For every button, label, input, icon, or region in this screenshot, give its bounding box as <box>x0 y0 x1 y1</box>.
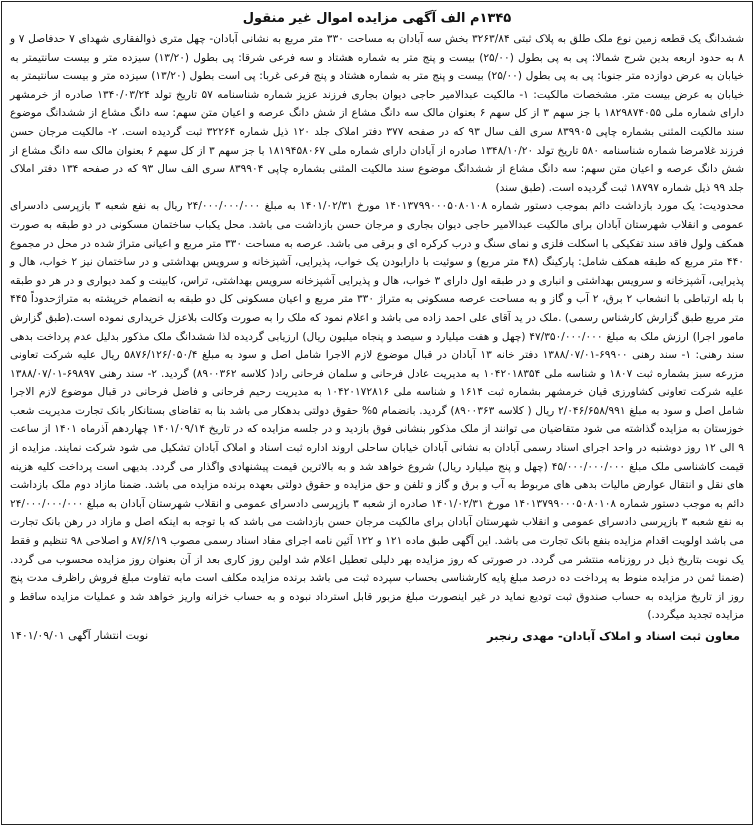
notice-title: ۱۳۴۵م الف آگهی مزایده اموال غیر منقول <box>242 11 512 26</box>
notice-footer <box>10 627 744 645</box>
signature: معاون ثبت اسناد و املاک آبادان- مهدی رنجبر <box>487 629 740 643</box>
notice-box <box>1 1 753 825</box>
auction-details: محدودیت: یک مورد بازداشت دائم بموجب دستور شماره ۱۴۰۱۳۷۹۹۰۰۰۵۰۸۰۱۰۸ مورخ ۱۴۰۱/۰۲/۳۱ به مبلغ ۲۴/۰۰۰/۰۰۰/۰۰۰ ریال به نفع شعبه ۳ بازپرسی دادسرای عمومی و انقلاب شهرستان آبادان برای مالکیت عبدالامیر حاجی دیوان بجاری و مرجان حسن بازداشت می باشد. محل یکباب ساختمان مسکونی در دو طبقه به صورت همکف ولول فاقد سند تفکیکی با اسکلت فلزی و نمای سنگ و درب کرکره ای و برقی می باشد. عرصه به مساحت ۳۳۰ متر مربع و اعیانی متراژ شده در محل در مجموع ۴۴۰ متر مربع که طبقه همکف شامل: پارکینگ (۴۸ متر مربع) و سوئیت با دارابودن یک خواب، پذیرایی، آشپزخانه و سرویس بهداشتی و در ساختمان نیز ۲ خواب، هال و پذیرایی، آشپزخانه و سرویس بهداشتی و انباری و در طبقه اول دارای ۳ خواب، هال و پذیرایی آشپزخانه سرویس بهداشتی، تراس، کابینت و کمد دیواری و در هر دو طبقه با بله ارتباطی با انشعاب ۲ برق، ۲ آب و گاز و به مساحت عرصه مسکونی به متراژ ۳۳۰ متر مربع و اعیان مسکونی کل دو طبقه به انضمام خرپشته به متراژحدوداً ۴۴۵ متر مربع طبق گزارش کارشناس رسمی) .ملک در ید آقای علی احمد زاده می باشد و اعلام نمود که ملک را به صورت وکالت بلاعزل خریداری نموده است.(طبق گزارش مامور اجرا) ارزش ملک به مبلغ ۴۷/۳۵۰/۰۰۰/۰۰۰ (چهل و هفت میلیارد و سیصد و پنجاه میلیون ریال) ارزیابی گردیده لذا ششدانگ ملک مذکور بدلیل عدم پرداخت بدهی سند رهنی: ۱- سند رهنی ۶۹۹۰۰-۱۳۸۸/۰۷/۰۱ دفتر خانه ۱۳ آبادان در قبال موضوع لازم الاجرا شامل اصل و سود به مبلغ ۵۸۷۶/۱۲۶/۰۵۰/۴ ریال علیه شرکت تعاونی مزرعه سبز بشماره ثبت ۱۸۰۷ و شناسه ملی ۱۰۴۲۰۱۸۳۵۴ به مدیریت عادل فرحانی و سلمان فرحانی راد( کلاسه ۸۹۰۰۳۶۲) گردید. ۲- سند رهنی ۶۹۸۹۷-۱۳۸۸/۰۷/۰۱ علیه شرکت تعاونی کشاورزی قیان خرمشهر بشماره ثبت ۱۶۱۴ و شناسه ملی ۱۰۴۲۰۱۷۲۸۱۶ به مدیریت رحیم فرحانی و فاضل فرحانی در قبال موضوع لازم الاجرا شامل اصل و سود به مبلغ ۲/۰۴۶/۶۵۸/۹۹۱ ریال ( کلاسه ۸۹۰۰۳۶۳) گردید. بانضمام ۵% حقوق دولتی بدهکار می باشد بنا به تقاضای بستانکار بانک تجارت مدیریت شعب خوزستان به مزایده گذاشته می شود متقاضیان می توانند از ملک مذکور بنشانی فوق بازدید و در جلسه مزایده که در تاریخ ۱۴۰۱/۰۹/۱۴ چهاردهم آذرماه ۱۴۰۱ از ساعت ۹ الی ۱۲ روز دوشنبه در واحد اجرای اسناد رسمی آبادان به نشانی آبادان خیابان ساحلی اروند اداره ثبت اسناد و املاک آبادان تشکیل می شود شرکت نمایند. مزایده از قیمت کاشناسی ملک مبلغ ۴۵/۰۰۰/۰۰۰/۰۰۰ (چهل و پنج میلیارد ریال) شروع خواهد شد و به بالاترین قیمت پیشنهادی واگذار می گردد. بدیهی است پرداخت کلیه هزینه های نقل و انتقال عوارض مالیات بدهی های مربوط به آب و برق و گاز و تلفن و حق مزایده و حقوق دولتی بعهده برنده مزایده می باشد. ضمنا مازاد دوم ملک بازداشت دائم به موجب دستور شماره ۱۴۰۱۳۷۹۹۰۰۰۵۰۸۰۱۰۸ مورخ ۱۴۰۱/۰۲/۳۱ صادره از شعبه ۳ بازپرسی دادسرای عمومی و انقلاب شهرستان آبادان به مبلغ ۲۴/۰۰۰/۰۰۰/۰۰۰ به نفع شعبه ۳ بازپرسی دادسرای عمومی و انقلاب شهرستان آبادان برای مالکیت مرجان حسن بازداشت می باشد که با توجه به اینکه اصل و مازاد در رهن بانک تجارت می باشد اولویت اقدام مزایده بنفع بانک تجارت می باشد. این آگهی طبق ماده ۱۲۱ و ۱۲۲ آئین نامه اجرای مفاد اسناد رسمی مصوب ۸۷/۶/۱۹ و اصلاحی ۹۸ تنظیم و فقط یک نوبت بتاریخ ذیل در روزنامه منتشر می گردد. در صورتی که روز مزایده بهر دلیلی تعطیل اعلام شد اولین روز کاری بعد از آن بعنوان روز مزایده محسوب می گردد.(ضمنا ثمن در مزایده منوط به پرداخت ده درصد مبلغ پایه کارشناسی بحساب سپرده ثبت می باشد برنده مزایده مکلف است مابه تفاوت مبلغ فروش راظرف مدت پنج روز از تاریخ مزایده به حساب صندوق ثبت تودیع نماید در غیر اینصورت مبلغ مزبور قابل استرداد نبوده و به حساب خزانه واریز خواهد شد و عملیات مزایده ساقط و مزایده تجدید میگردد.) <box>10 200 745 622</box>
publication-date: نوبت انتشار آگهی ۱۴۰۱/۰۹/۰۱ <box>10 629 149 642</box>
property-description: ششدانگ یک قطعه زمین نوع ملک طلق به پلاک ثبتی ۳۲۶۳/۸۴ بخش سه آبادان به مساحت ۳۳۰ متر مربع به نشانی آبادان- چهل متری ذوالفقاری شهدای ۷ حدفاصل ۷ و ۸ به حدود اربعه بدین شرح شمالا: پی به پی بطول (۲۵/۰۰) بیست و پنج متر به شماره هشتاد و سه فرعی شرقا: پی بطول (۱۳/۲۰) سیزده متر و بیست سانتیمتر به خیابان به عرض دوازده متر جنوبا: پی به پی بطول (۲۵/۰۰) بیست و پنج متر به شماره هشتاد و پنج فرعی غربا: پی است بطول (۱۳/۲۰) سیزده متر و بیست سانتیمتر به خیابان به عرض بیست متر. مشخصات مالکیت: ۱- مالکیت عبدالامیر حاجی دیوان بجاری فرزند عزیز شماره شناسنامه ۵۷ تاریخ تولد ۱۳۴۰/۰۳/۲۴ صادره از خرمشهر دارای شماره ملی ۱۸۲۹۸۷۴۰۵۵ با جز سهم ۳ از کل سهم ۶ بعنوان مالک سه دانگ مشاع از شش دانگ عرصه و اعیان متن سهم: سه دانگ مشاع از ششدانگ موضوع سند مالکیت المثنی بشماره چاپی ۸۳۹۹۰۵ سری الف سال ۹۳ که در صفحه ۳۷۷ دفتر املاک جلد ۱۲۰ ذیل شماره ۳۲۲۶۴ ثبت گردیده است. ۲- مالکیت مرجان حسن فرزند غلامرضا شماره شناسنامه ۵۸۰ تاریخ تولد ۱۳۴۸/۱۰/۲۰ صادره از آبادان دارای شماره ملی ۱۸۱۹۴۵۸۰۶۷ با جز سهم ۳ از کل سهم ۶ بعنوان مالک سه دانگ مشاع از شش دانگ عرصه و اعیان متن سهم: سه دانگ مشاع از ششدانگ موضوع سند مالکیت المثنی بشماره چاپی ۸۳۹۹۰۴ سری الف سال ۹۳ که در صفحه ۱۳۴ دفتر املاک جلد ۹۹ ذیل شماره ۱۸۷۹۷ ثبت گردیده است. (طبق سند) <box>10 33 745 194</box>
